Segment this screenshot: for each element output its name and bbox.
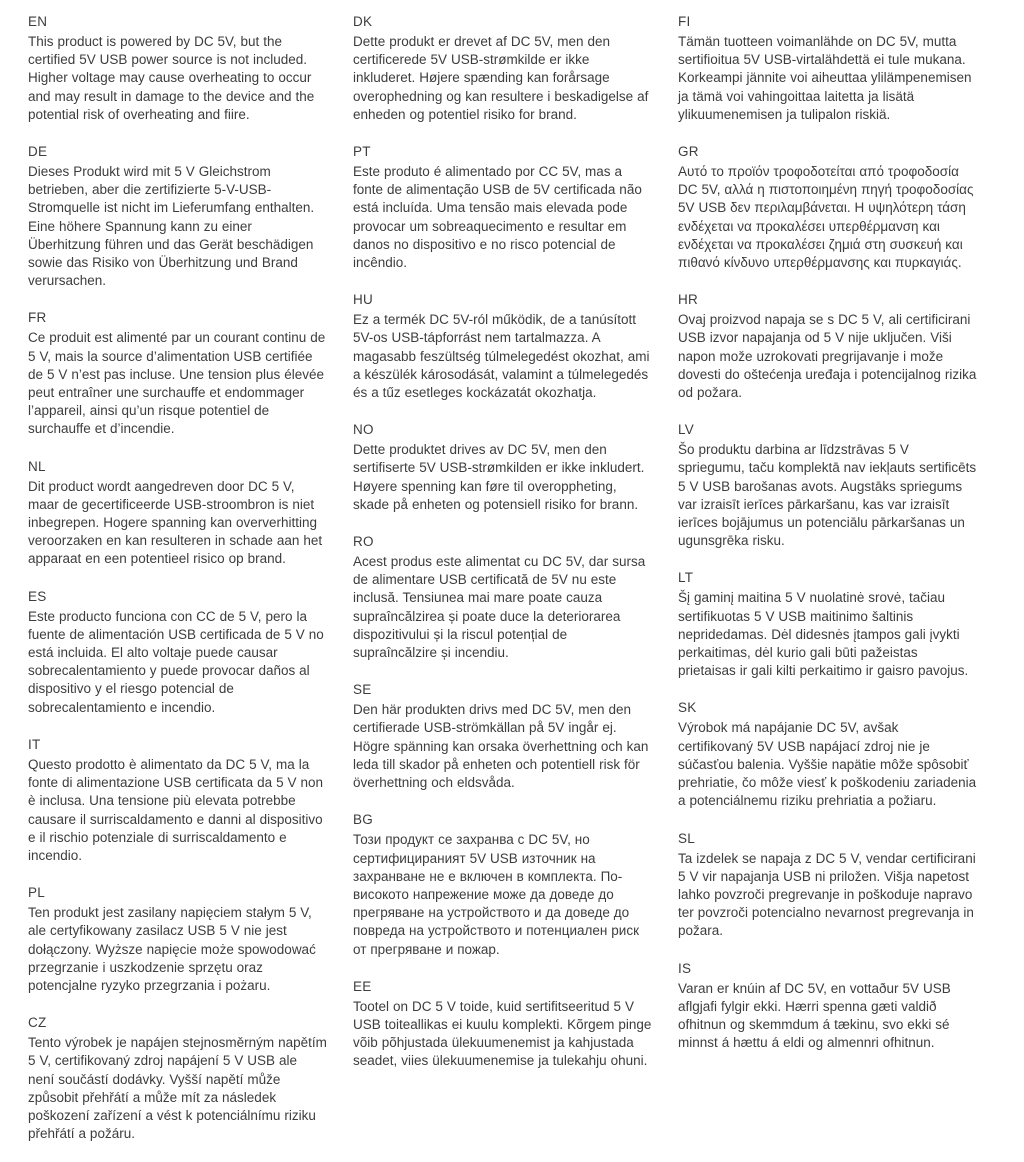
section-is — [678, 960, 977, 1053]
section-pt — [353, 143, 652, 272]
section-dk — [353, 13, 652, 124]
section-lv — [678, 421, 977, 550]
section-en — [28, 13, 327, 124]
language-code-lv: LV — [678, 422, 694, 438]
language-text-no: Dette produktet drives av DC 5V, men den sertifiserte 5V USB-strømkilden er ikke inkludert. Høyere spenning kan føre til overoppheting, skade på enheten og potensiell risiko for brann. — [353, 442, 645, 512]
language-code-sk: SK — [678, 700, 697, 716]
language-code-dk: DK — [353, 14, 373, 29]
section-nl — [28, 458, 327, 569]
language-code-is: IS — [678, 960, 692, 976]
language-text-it: Questo prodotto è alimentato da DC 5 V, ma la fonte di alimentazione USB certificata da 5 V non è inclusa. Una tensione più elevata potrebbe causare il surriscaldamento e danni al dispositivo e il rischio potenziale di surriscaldamento e incendio. — [28, 756, 324, 863]
section-de — [28, 143, 327, 290]
language-text-cz: Tento výrobek je napájen stejnosměrným napětím 5 V, certifikovaný zdroj napájení 5 V USB ale není součástí dodávky. Vyšší napětí může způsobit přehřátí a může mít za následek poškození zařízení a vést k potenciálnímu riziku přehřátí a požáru. — [28, 1035, 327, 1142]
language-code-cz: CZ — [28, 1015, 47, 1031]
language-text-gr: Αυτό το προϊόν τροφοδοτείται από τροφοδοσία DC 5V, αλλά η πιστοποιημένη πηγή τροφοδοσίας 5V USB δεν περιλαμβάνεται. Η υψηλότερη τάση ενδέχεται να προκαλέσει υπερθέρμανση και ενδέχεται να προκαλέσει ζημιά στη συσκευή και πιθανό κίνδυνο υπερθέρμανσης και πυρκαγιάς. — [678, 164, 974, 271]
section-hr — [678, 291, 977, 402]
section-fi — [678, 13, 977, 124]
language-text-hu: Ez a termék DC 5V-ról működik, de a tanúsított 5V-os USB-tápforrást nem tartalmazza. A magasabb feszültség túlmelegedést okozhat, ami a készülék károsodását, valamint a túlmelegedés és a tűz esetleges kockázatát okozhatja. — [353, 312, 650, 401]
section-cz — [28, 1014, 327, 1143]
section-no — [353, 421, 652, 514]
section-sl — [678, 830, 977, 941]
language-text-ro: Acest produs este alimentat cu DC 5V, dar sursa de alimentare USB certificată de 5V nu este inclusă. Tensiunea mai mare poate cauza supraîncălzirea și poate duce la deteriorarea dispozitivului și la riscul potențial de supraîncălzire și incendiu. — [353, 554, 646, 661]
language-code-no: NO — [353, 422, 374, 438]
language-code-sl: SL — [678, 830, 695, 846]
language-code-pl: PL — [28, 885, 45, 901]
language-text-lt: Šį gaminį maitina 5 V nuolatinė srovė, tačiau sertifikuotas 5 V USB maitinimo šaltinis nepridedamas. Dėl didesnės įtampos gali įvykti perkaitimas, dėl kurio gali būti pažeistas prietaisas ir gali kilti perkaitimo ir gaisro pavojus. — [678, 590, 969, 679]
language-text-ee: Tootel on DC 5 V toide, kuid sertifitseeritud 5 V USB toiteallikas ei kuulu komplekti. Kõrgem pinge võib põhjustada ülekuumenemist ja kahjustada seadet, viies ülekuumenemise ja tulekahju ohuni. — [353, 998, 652, 1069]
language-text-sl: Ta izdelek se napaja z DC 5 V, vendar certificirani 5 V vir napajanja USB ni priložen. Višja napetost lahko povzroči pregrevanje in poškoduje napravo ter povzroči potencialno nevarnost pregrevanja in požara. — [678, 850, 976, 939]
language-code-fr: FR — [28, 310, 47, 326]
section-ro — [353, 533, 652, 662]
language-code-bg: BG — [353, 812, 373, 828]
language-text-hr: Ovaj proizvod napaja se s DC 5 V, ali certificirani USB izvor napajanja od 5 V nije uključen. Viši napon može uzrokovati pregrijavanje i može dovesti do oštećenja uređaja i potencijalnog rizika od požara. — [678, 312, 977, 401]
language-code-de: DE — [28, 144, 48, 160]
language-text-pt: Este produto é alimentado por CC 5V, mas a fonte de alimentação USB de 5V certificada não está incluída. Uma tensão mais elevada pode provocar um sobreaquecimento e resultar em danos no dispositivo e no risco potencial de incêndio. — [353, 164, 642, 271]
language-text-dk: Dette produkt er drevet af DC 5V, men den certificerede 5V USB-strømkilde er ikke inkluderet. Højere spænding kan forårsage overophedning og kan resultere i beskadigelse af enheden og potentiel risiko for brand. — [353, 34, 649, 122]
language-text-lv: Šo produktu darbina ar līdzstrāvas 5 V spriegumu, taču komplektā nav iekļauts sertificēts 5 V USB barošanas avots. Augstāks spriegums var izraisīt ierīces pārkaršanu, kas var izraisīt ierīces bojājumus un potenciālu pārkaršanas un ugunsgrēka risku. — [678, 442, 977, 549]
language-code-ee: EE — [353, 978, 372, 994]
language-code-nl: NL — [28, 458, 46, 474]
language-code-fi: FI — [678, 14, 691, 29]
section-es — [28, 588, 327, 717]
section-lt — [678, 569, 977, 680]
column-right — [678, 13, 977, 1162]
language-text-es: Este producto funciona con CC de 5 V, pero la fuente de alimentación USB certificada de 5 V no está incluida. El alto voltaje puede causar sobrecalentamiento y puede provocar daños al dispositivo y el riesgo potencial de sobrecalentamiento e incendio. — [28, 608, 324, 715]
language-text-bg: Този продукт се захранва с DC 5V, но сертифицираният 5V USB източник на захранване не е включен в комплекта. По-високото напрежение може да доведе до прегряване на устройството и да доведе до повреда на устройството и потенциален риск от прегряване и пожар. — [353, 832, 639, 957]
language-text-se: Den här produkten drivs med DC 5V, men den certifierade USB-strömkällan på 5V ingår ej. Högre spänning kan orsaka överhettning och kan leda till skador på enheten och potentiell risk för överhettning och eldsvåda. — [353, 702, 649, 791]
section-se — [353, 681, 652, 792]
section-pl — [28, 884, 327, 995]
language-text-sk: Výrobok má napájanie DC 5V, avšak certifikovaný 5V USB napájací zdroj nie je súčasťou balenia. Vyššie napätie môže spôsobiť prehriatie, čo môže viesť k poškodeniu zariadenia a potenciálnemu riziku prehriatia a požiaru. — [678, 720, 977, 809]
section-gr — [678, 143, 977, 272]
language-text-is: Varan er knúin af DC 5V, en vottaður 5V USB aflgjafi fylgir ekki. Hærri spenna gæti valdið ofhitnun og skemmdum á tækinu, svo ekki sé minnst á hættu á eldi og almennri ofhitnun. — [678, 980, 951, 1051]
section-ee — [353, 978, 652, 1071]
column-middle — [353, 13, 652, 1162]
language-code-gr: GR — [678, 144, 699, 160]
language-text-en: This product is powered by DC 5V, but the certified 5V USB power source is not included. Higher voltage may cause overheating to occur and may result in damage to the device and the potential risk of overheating and fiire. — [28, 34, 315, 122]
language-code-lt: LT — [678, 570, 694, 586]
section-fr — [28, 309, 327, 438]
language-code-se: SE — [353, 682, 372, 698]
language-text-pl: Ten produkt jest zasilany napięciem stałym 5 V, ale certyfikowany zasilacz USB 5 V nie jest dołączony. Wyższe napięcie może spowodować przegrzanie i uszkodzenie sprzętu oraz potencjalne ryzyko przegrzania i pożaru. — [28, 905, 316, 993]
language-code-hr: HR — [678, 292, 698, 308]
section-hu — [353, 291, 652, 402]
language-code-en: EN — [28, 14, 48, 29]
section-it — [28, 736, 327, 865]
language-code-ro: RO — [353, 534, 374, 550]
language-text-nl: Dit product wordt aangedreven door DC 5 V, maar de gecertificeerde USB-stroombron is niet inbegrepen. Hogere spanning kan oververhitting veroorzaken en kan resulteren in schade aan het apparaat en een potentieel risico op brand. — [28, 478, 323, 567]
column-left — [28, 13, 327, 1162]
language-code-es: ES — [28, 588, 47, 604]
language-text-de: Dieses Produkt wird mit 5 V Gleichstrom betrieben, aber die zertifizierte 5-V-USB-Stromquelle ist nicht im Lieferumfang enthalten. Eine höhere Spannung kann zu einer Überhitzung führen und das Gerät beschädigen sowie das Risiko von Überhitzung und Brand verursachen. — [28, 164, 315, 289]
language-text-fi: Tämän tuotteen voimanlähde on DC 5V, mutta sertifioitua 5V USB-virtalähdettä ei tule mukana. Korkeampi jännite voi aiheuttaa ylilämpenemisen ja tämä voi vahingoittaa laitetta ja lisätä ylikuumenemisen ja tulipalon riskiä. — [678, 34, 972, 122]
language-code-hu: HU — [353, 292, 373, 308]
section-sk — [678, 699, 977, 810]
language-code-it: IT — [28, 736, 41, 752]
section-bg — [353, 811, 652, 958]
language-code-pt: PT — [353, 144, 371, 160]
language-text-fr: Ce produit est alimenté par un courant continu de 5 V, mais la source d’alimentation USB certifiée de 5 V n’est pas incluse. Une tension plus élevée peut entraîner une surchauffe et endommager l’appareil, ainsi qu’un risque potentiel de surchauffe et d’incendie. — [28, 330, 326, 437]
